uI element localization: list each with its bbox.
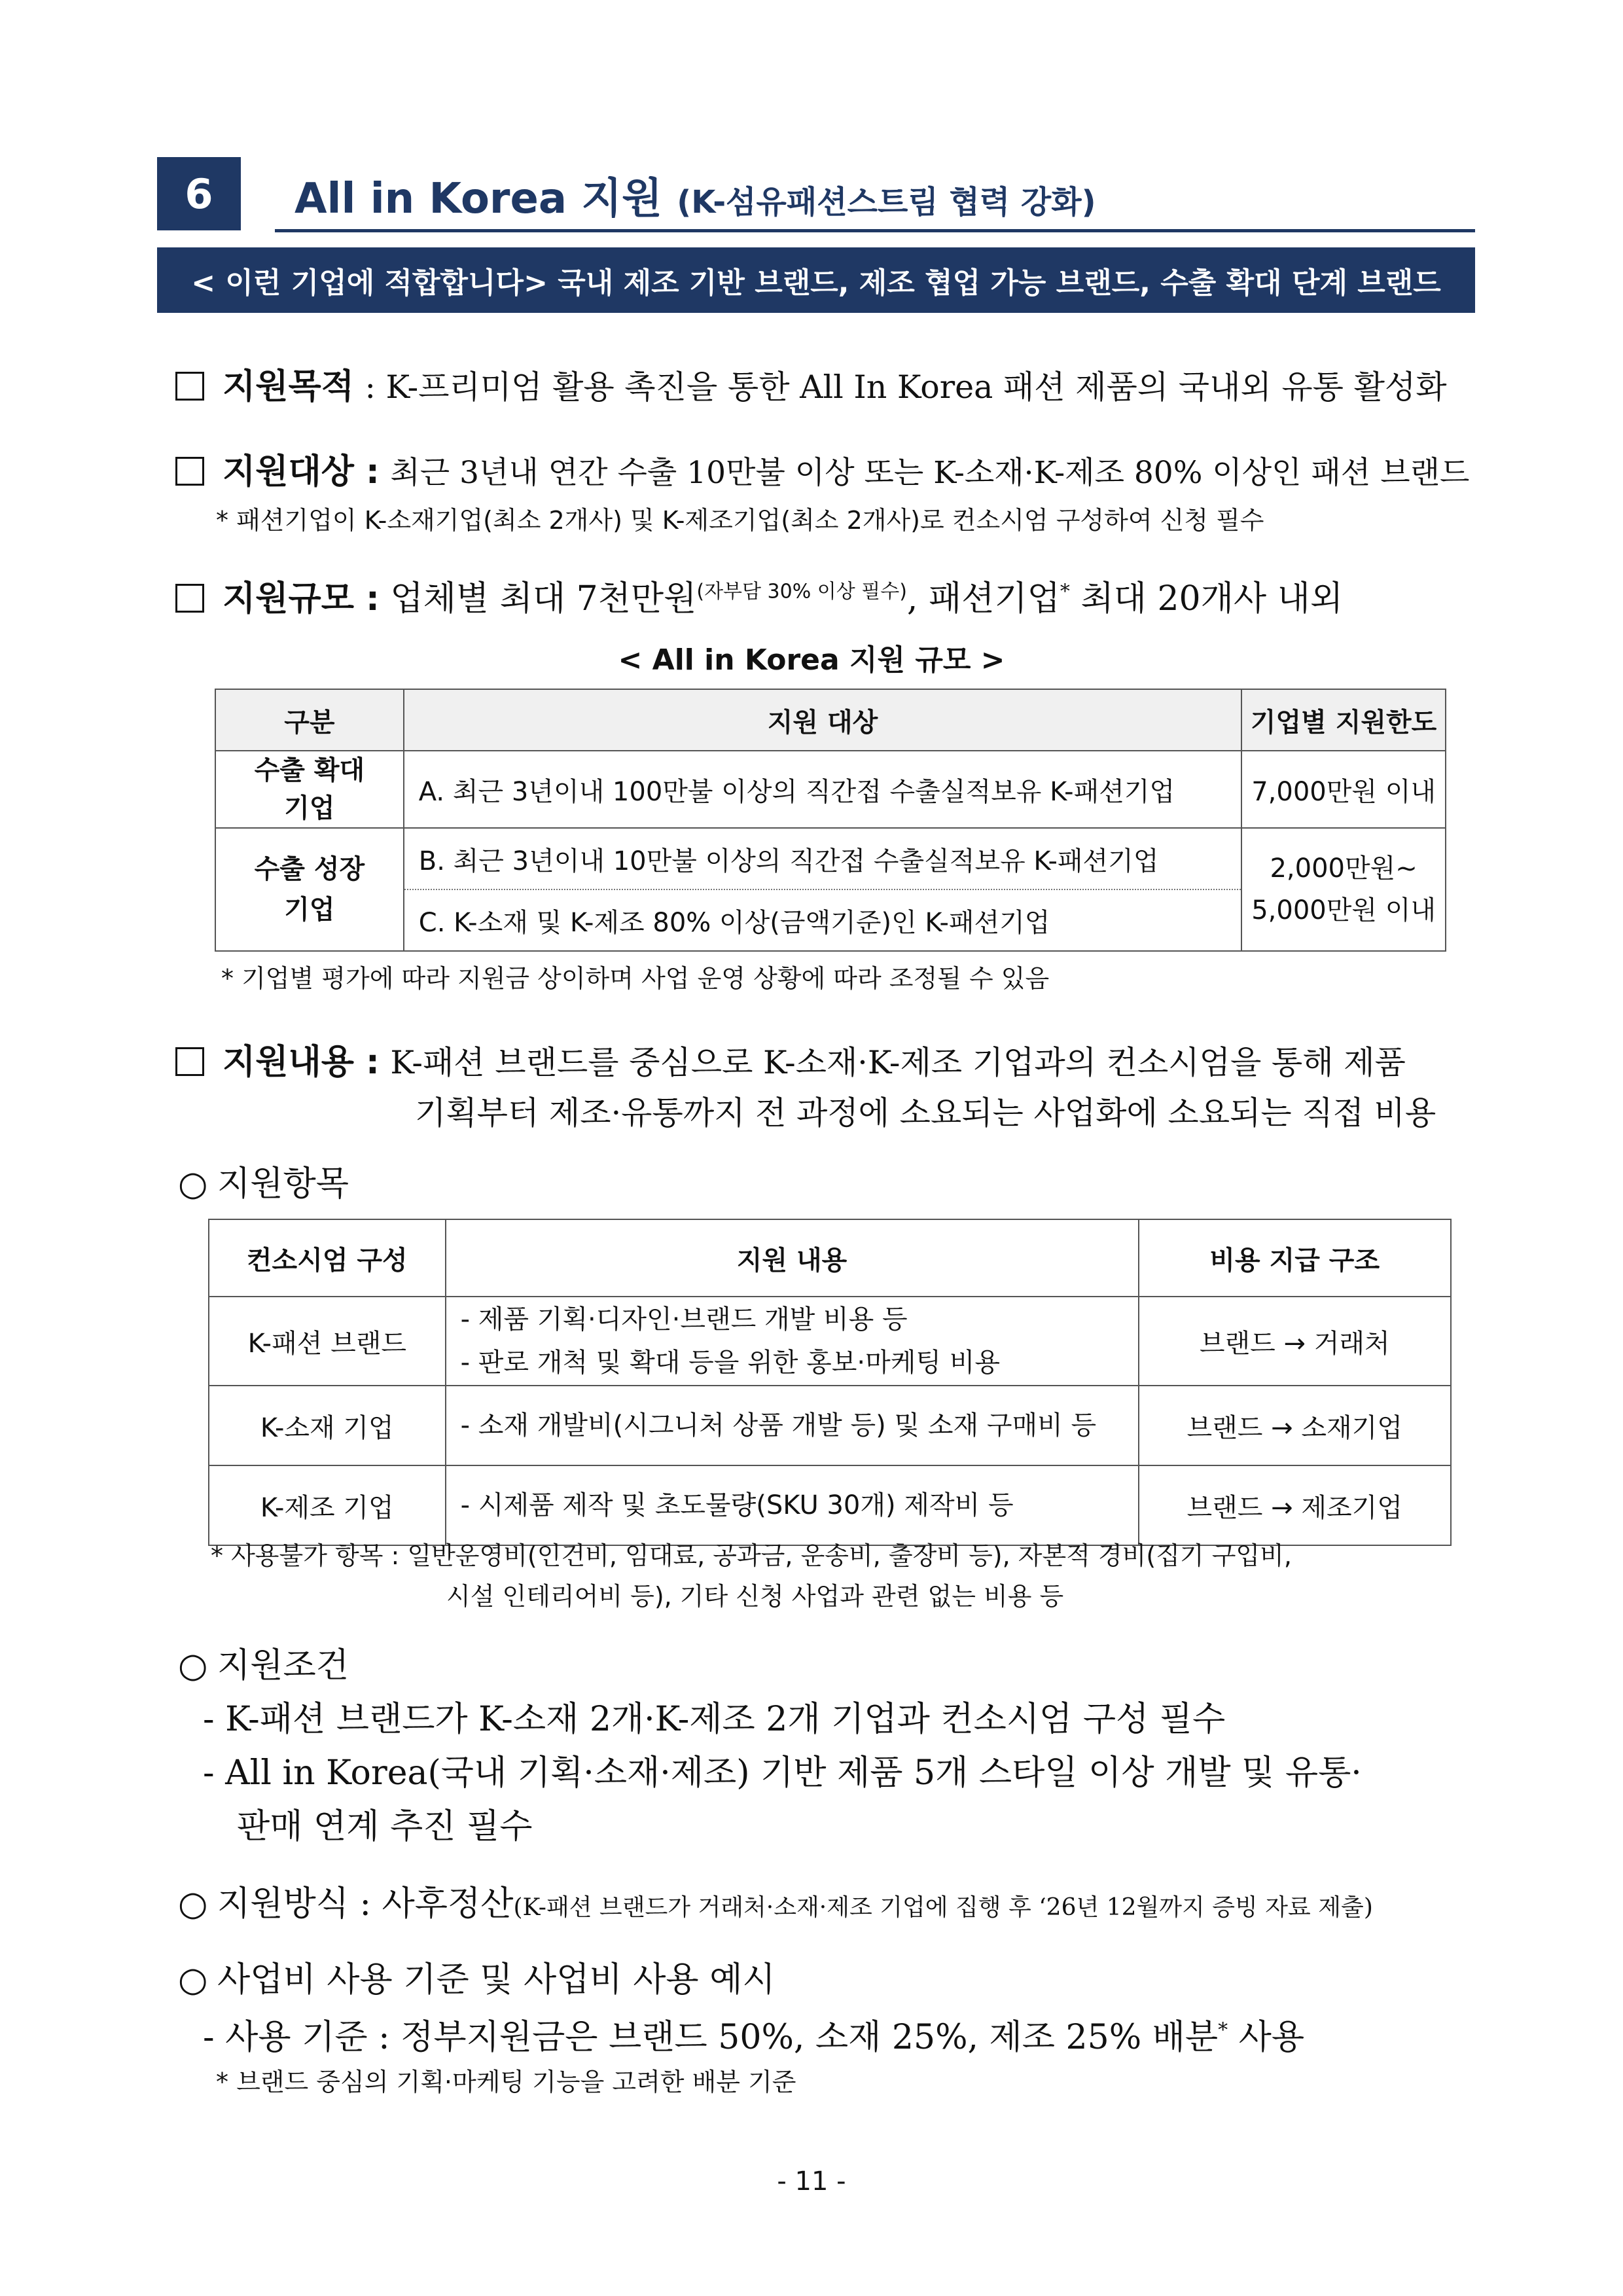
purpose-text: : K-프리미엄 활용 촉진을 통한 All In Korea 패션 제품의 국내외 유통 활성화 xyxy=(365,368,1447,406)
target-cell: B. 최근 3년이내 10만불 이상의 직간접 수출실적보유 K-패션기업 xyxy=(404,828,1241,889)
circle-bullet-icon: ○ xyxy=(178,1960,208,2000)
target-cell: C. K-소재 및 K-제조 80% 이상(금액기준)인 K-패션기업 xyxy=(404,889,1241,951)
items-heading xyxy=(178,1156,349,1205)
items-heading-text: 지원항목 xyxy=(217,1164,349,1204)
member-cell: K-패션 브랜드 xyxy=(209,1297,446,1386)
budget-text-end: 사용 xyxy=(1228,2018,1305,2057)
target-label: 지원대상 : xyxy=(223,452,380,492)
content-cell: - 시제품 제작 및 초도물량(SKU 30개) 제작비 등 xyxy=(446,1465,1139,1545)
flow-cell: 브랜드 → 거래처 xyxy=(1139,1297,1452,1386)
content-text-2: 기획부터 제조·유통까지 전 과정에 소요되는 사업화에 소요되는 직접 비용 xyxy=(415,1094,1436,1132)
limit-cell: 7,000만원 이내 xyxy=(1241,751,1446,828)
target-note: * 패션기업이 K-소재기업(최소 2개사) 및 K-제조기업(최소 2개사)로 컨소시엄 구성하여 신청 필수 xyxy=(216,506,1264,535)
table-header-row xyxy=(215,689,1446,751)
content-line: - 제품 기획·디자인·브랜드 개발 비용 등 xyxy=(460,1304,908,1335)
table-row xyxy=(215,751,1446,828)
budget-text: - 사용 기준 : 정부지원금은 브랜드 50%, 소재 25%, 제조 25% 배분 xyxy=(203,2018,1219,2057)
table-row xyxy=(209,1465,1451,1545)
purpose-line xyxy=(175,359,1447,408)
checkbox-square-icon xyxy=(175,1047,204,1076)
category-cell: 수출 확대 기업 xyxy=(215,751,404,828)
target-line xyxy=(175,444,1469,493)
page-number: - 11 - xyxy=(777,2166,846,2197)
table-header-row xyxy=(209,1219,1451,1297)
suitability-banner: < 이런 기업에 적합합니다> 국내 제조 기반 브랜드, 제조 협업 가능 브랜드, 수출 확대 단계 브랜드 xyxy=(157,247,1475,313)
category-cell: 수출 성장 기업 xyxy=(215,828,404,951)
scale-text-b: , 패션기업 xyxy=(906,579,1060,619)
checkbox-square-icon xyxy=(175,584,204,613)
scale-sup-a: (자부담 30% 이상 필수) xyxy=(696,580,907,603)
table-header-cell: 기업별 지원한도 xyxy=(1241,689,1446,751)
circle-bullet-icon: ○ xyxy=(178,1884,208,1924)
target-cell: A. 최근 3년이내 100만불 이상의 직간접 수출실적보유 K-패션기업 xyxy=(404,751,1241,828)
conditions-line-3: 판매 연계 추진 필수 xyxy=(237,1807,533,1846)
section-number-badge: 6 xyxy=(157,157,241,230)
scale-table xyxy=(215,689,1446,952)
scale-table-caption: < All in Korea 지원 규모 > xyxy=(618,643,1005,677)
content-cell: - 소재 개발비(시그니처 상품 개발 등) 및 소재 구매비 등 xyxy=(446,1386,1139,1465)
section-title-subtitle: (K-섬유패션스트림 협력 강화) xyxy=(677,184,1096,221)
section-underline xyxy=(275,229,1475,232)
conditions-heading-text: 지원조건 xyxy=(217,1646,349,1685)
flow-cell: 브랜드 → 소재기업 xyxy=(1139,1386,1452,1465)
member-cell: K-소재 기업 xyxy=(209,1386,446,1465)
items-note-1: * 사용불가 항목 : 일반운영비(인건비, 임대료, 공과금, 운송비, 출장비 등), 자본적 경비(집기 구입비, xyxy=(211,1541,1292,1570)
conditions-heading xyxy=(178,1638,349,1687)
purpose-label: 지원목적 xyxy=(223,367,354,406)
checkbox-square-icon xyxy=(175,372,204,401)
scale-sup-b: * xyxy=(1060,580,1070,603)
table-row xyxy=(209,1297,1451,1386)
circle-bullet-icon: ○ xyxy=(178,1164,208,1204)
budget-heading-text: 사업비 사용 기준 및 사업비 사용 예시 xyxy=(217,1960,776,2000)
content-line xyxy=(175,1034,1406,1083)
section-title xyxy=(294,165,1096,225)
table-header-cell: 지원 내용 xyxy=(446,1219,1139,1297)
conditions-line-2: - All in Korea(국내 기획·소재·제조) 기반 제품 5개 스타일 이상 개발 및 유통· xyxy=(203,1753,1362,1793)
scale-note: * 기업별 평가에 따라 지원금 상이하며 사업 운영 상황에 따라 조정될 수 있음 xyxy=(221,964,1050,993)
table-header-cell: 비용 지급 구조 xyxy=(1139,1219,1452,1297)
table-header-cell: 컨소시엄 구성 xyxy=(209,1219,446,1297)
method-text-a: : 사후정산 xyxy=(359,1884,514,1924)
content-cell xyxy=(446,1297,1139,1386)
content-text-1: K-패션 브랜드를 중심으로 K-소재·K-제조 기업과의 컨소시엄을 통해 제품 xyxy=(390,1044,1406,1081)
limit-line: 2,000만원~ xyxy=(1270,853,1418,884)
budget-heading xyxy=(178,1952,776,2001)
limit-cell xyxy=(1241,828,1446,951)
scale-text-c: 최대 20개사 내외 xyxy=(1069,579,1344,619)
flow-cell: 브랜드 → 제조기업 xyxy=(1139,1465,1452,1545)
table-row xyxy=(215,828,1446,889)
scale-line xyxy=(175,571,1343,620)
circle-bullet-icon: ○ xyxy=(178,1646,208,1685)
table-header-cell: 구분 xyxy=(215,689,404,751)
budget-note: * 브랜드 중심의 기획·마케팅 기능을 고려한 배분 기준 xyxy=(216,2068,796,2096)
member-cell: K-제조 기업 xyxy=(209,1465,446,1545)
scale-text-a: 업체별 최대 7천만원 xyxy=(390,579,697,619)
budget-sup: * xyxy=(1218,2018,1228,2042)
content-line: - 판로 개척 및 확대 등을 위한 홍보·마케팅 비용 xyxy=(460,1348,1000,1378)
section-title-main: All in Korea 지원 xyxy=(294,175,662,223)
budget-line-1 xyxy=(203,2009,1304,2058)
method-line xyxy=(178,1876,1373,1925)
conditions-line-1: - K-패션 브랜드가 K-소재 2개·K-제조 2개 기업과 컨소시엄 구성 필수 xyxy=(203,1700,1226,1739)
content-label: 지원내용 : xyxy=(223,1043,380,1082)
items-note-2: 시설 인테리어비 등), 기타 신청 사업과 관련 없는 비용 등 xyxy=(446,1582,1064,1611)
items-table xyxy=(208,1219,1452,1546)
table-header-cell: 지원 대상 xyxy=(404,689,1241,751)
checkbox-square-icon xyxy=(175,457,204,486)
scale-label: 지원규모 : xyxy=(223,579,380,619)
table-row xyxy=(209,1386,1451,1465)
limit-line: 5,000만원 이내 xyxy=(1251,895,1436,925)
method-text-b: (K-패션 브랜드가 거래처·소재·제조 기업에 집행 후 ‘26년 12월까지 증빙 자료 제출) xyxy=(513,1894,1373,1921)
target-text: 최근 3년내 연간 수출 10만불 이상 또는 K-소재·K-제조 80% 이상인 패션 브랜드 xyxy=(390,455,1470,491)
method-heading: 지원방식 xyxy=(217,1884,349,1924)
